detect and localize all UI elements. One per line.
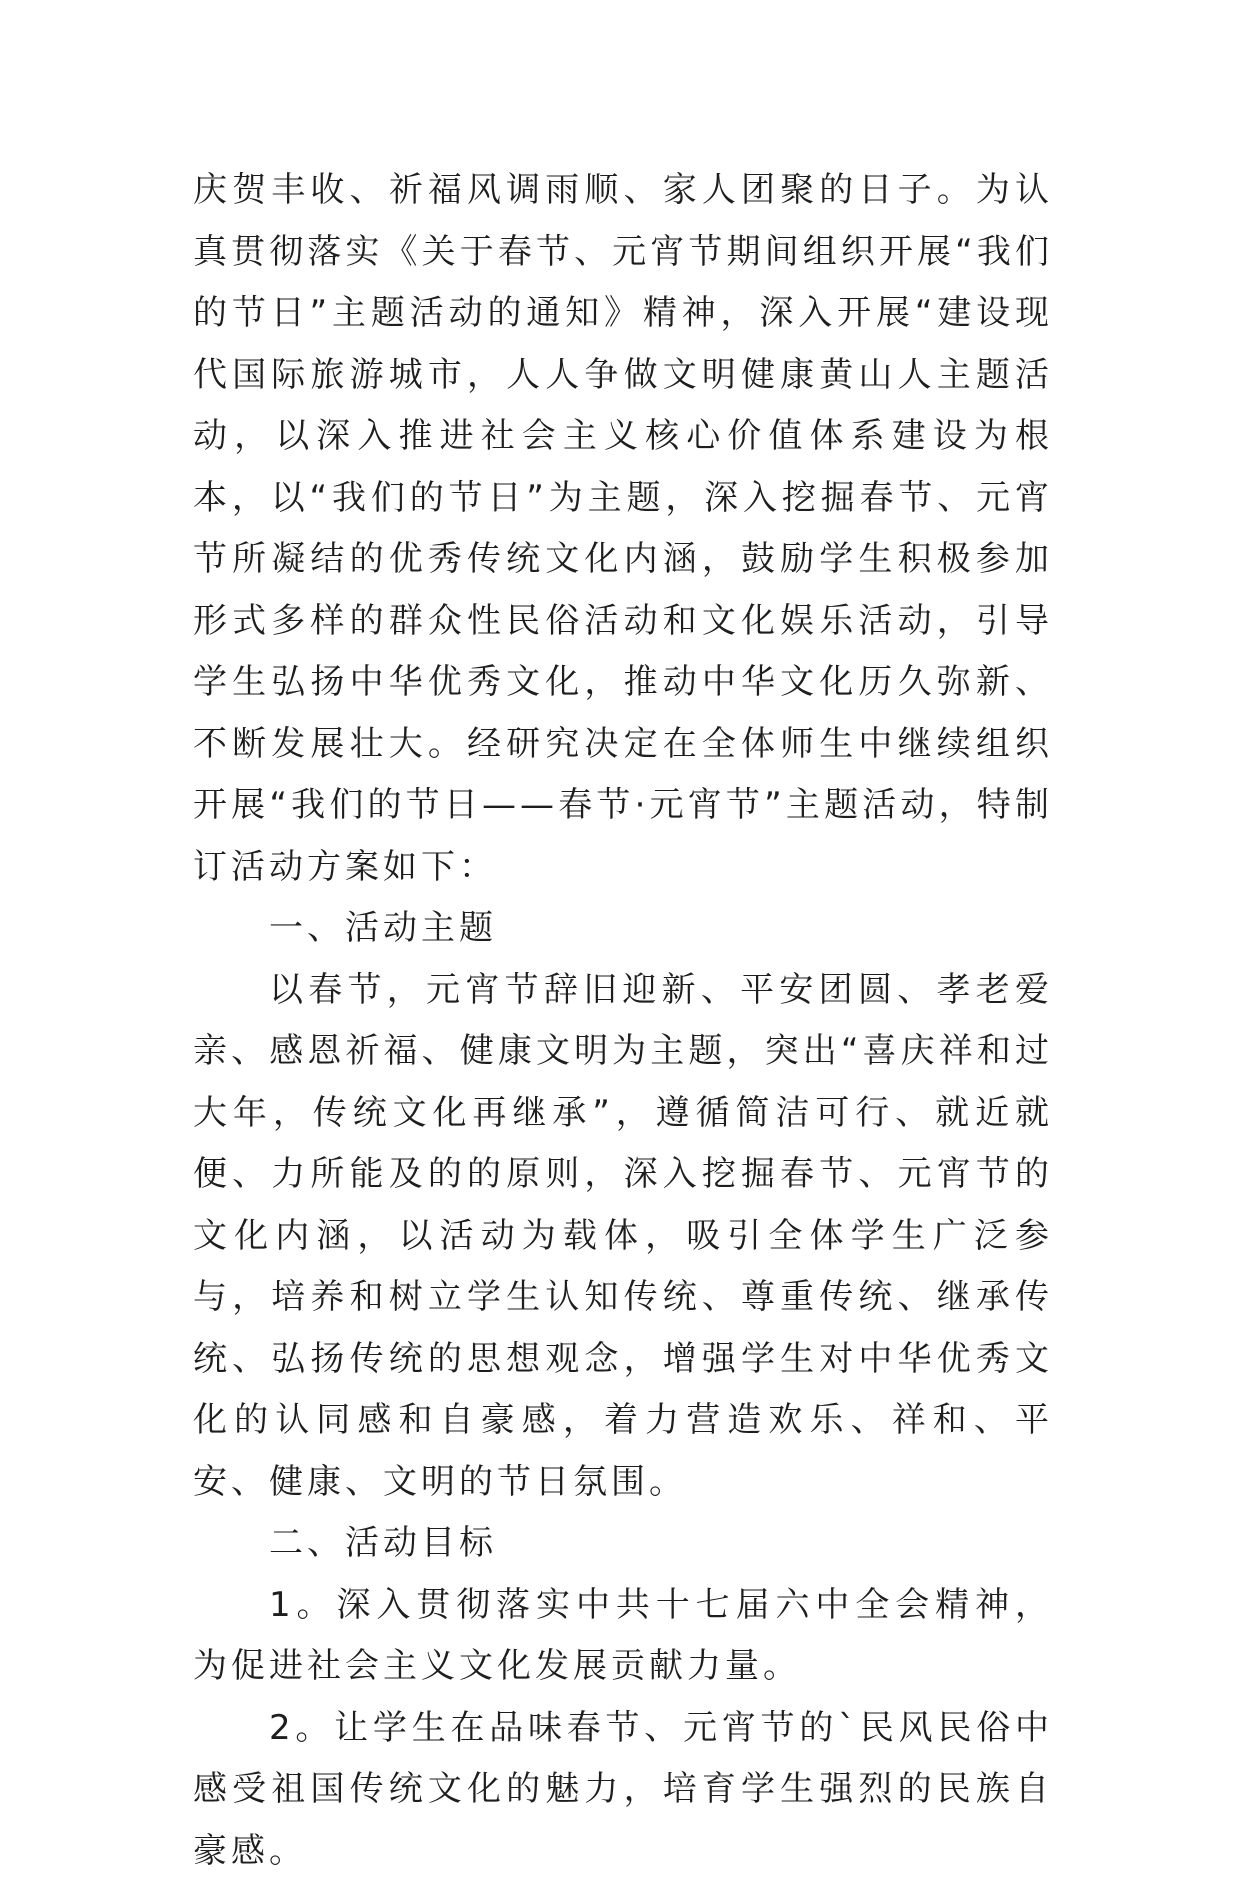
intro-paragraph: 庆贺丰收、祈福风调雨顺、家人团聚的日子。为认真贯彻落实《关于春节、元宵节期间组织开展“我们的节日”主题活动的通知》精神，深入开展“建设现代国际旅游城市，人人争做文明健康黄山人主题活动，以深入推进社会主义核心价值体系建设为根本，以“我们的节日”为主题，深入挖掘春节、元宵节所凝结的优秀传统文化内涵，鼓励学生积极参加形式多样的群众性民俗活动和文化娱乐活动，引导学生弘扬中华优秀文化，推动中华文化历久弥新、不断发展壮大。经研究决定在全体师生中继续组织开展“我们的节日——春节·元宵节”主题活动，特制订活动方案如下： — [193, 160, 1053, 898]
goal-item-1: 1。深入贯彻落实中共十七届六中全会精神，为促进社会主义文化发展贡献力量。 — [193, 1575, 1053, 1698]
section-heading-goals: 二、活动目标 — [193, 1513, 1053, 1575]
goal-item-2: 2。让学生在品味春节、元宵节的`民风民俗中感受祖国传统文化的魅力，培育学生强烈的民族自豪感。 — [193, 1698, 1053, 1882]
section-heading-theme: 一、活动主题 — [193, 898, 1053, 960]
theme-paragraph: 以春节，元宵节辞旧迎新、平安团圆、孝老爱亲、感恩祈福、健康文明为主题，突出“喜庆祥和过大年，传统文化再继承”，遵循简洁可行、就近就便、力所能及的的原则，深入挖掘春节、元宵节的文化内涵，以活动为载体，吸引全体学生广泛参与，培养和树立学生认知传统、尊重传统、继承传统、弘扬传统的思想观念，增强学生对中华优秀文化的认同感和自豪感，着力营造欢乐、祥和、平安、健康、文明的节日氛围。 — [193, 960, 1053, 1514]
document-body — [193, 160, 1053, 1882]
